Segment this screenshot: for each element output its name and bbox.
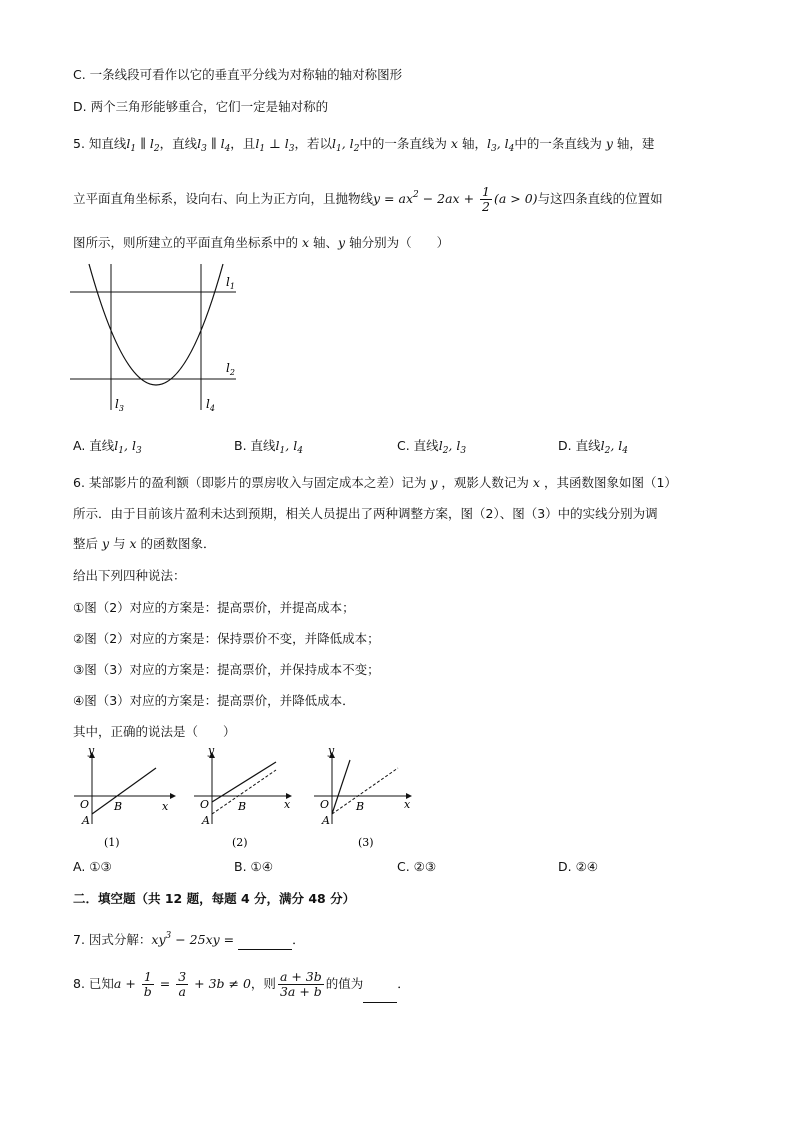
q6-line-3: 整后 y 与 x 的函数图象．: [73, 536, 216, 551]
svg-text:x: x: [404, 798, 411, 811]
q6-option-c: C. ②③: [397, 859, 437, 874]
svg-text:O: O: [80, 798, 90, 811]
q6-statement-3: ③图（3）对应的方案是：提高票价，并保持成本不变；: [73, 662, 380, 677]
q6-option-a: A. ①③: [73, 859, 112, 874]
q6-line-1: 6. 某部影片的盈利额（即影片的票房收入与固定成本之差）记为 y ，观影人数记为 x ，其函数图象如图（1）: [73, 475, 677, 490]
label-l4: $l_4$: [206, 397, 215, 413]
section-title: 二．填空题（共 12 题，每题 4 分，满分 48 分）: [73, 891, 356, 906]
caption-2: (2): [232, 836, 248, 849]
caption-1: (1): [104, 836, 120, 849]
svg-text:B: B: [114, 800, 123, 813]
svg-text:O: O: [320, 798, 330, 811]
q4-option-d: D. 两个三角形能够重合，它们一定是轴对称的: [73, 99, 329, 114]
parabola-curve: [89, 264, 223, 385]
answer-blank[interactable]: [363, 966, 397, 1003]
svg-text:A: A: [202, 814, 210, 827]
svg-text:y: y: [328, 744, 335, 757]
answer-blank[interactable]: [238, 931, 292, 950]
q6-question: 其中，正确的说法是（ ）: [73, 724, 236, 739]
solid-line: [332, 760, 350, 814]
q5-line-2: 立平面直角坐标系，设向右、向上为正方向，且抛物线$y = ax^2 - 2ax$ + $\frac{1}{2}$ (a > 0)与这四条直线的位置如: [73, 184, 663, 214]
q6-statement-2: ②图（2）对应的方案是：保持票价不变，并降低成本；: [73, 631, 380, 646]
solid-line: [92, 768, 156, 814]
q5-line-1: 5. 知直线$l_1$ ∥ $l_2$，直线$l_3$ ∥ $l_4$，且$l_1$ ⊥ $l_3$，若以$l_1$, $l_2$中的一条直线为 x 轴，$l_3$, $l_4$中的一条直线为 y 轴，建: [73, 136, 655, 154]
q5-option-b: B. 直线$l_1$, $l_4$: [234, 438, 303, 456]
q6-statement-4: ④图（3）对应的方案是：提高票价，并降低成本．: [73, 693, 355, 708]
q6-option-b: B. ①④: [234, 859, 273, 874]
svg-text:A: A: [322, 814, 330, 827]
q5-option-c: C. 直线$l_2$, $l_3$: [397, 438, 467, 456]
dashed-line: [332, 768, 398, 814]
q7: 7. 因式分解：$xy^3 - 25xy$ = ．: [73, 927, 305, 950]
q5-option-d: D. 直线$l_2$, $l_4$: [558, 438, 628, 456]
svg-text:B: B: [356, 800, 365, 813]
q6-intro: 给出下列四种说法：: [73, 568, 186, 583]
svg-text:O: O: [200, 798, 210, 811]
q6-graph-3: [310, 744, 420, 852]
caption-3: (3): [358, 836, 374, 849]
q6-line-2: 所示．由于目前该片盈利未达到预期，相关人员提出了两种调整方案，图（2）、图（3）中的实线分别为调: [73, 506, 658, 521]
q6-graph-2: [190, 744, 300, 852]
svg-text:y: y: [88, 744, 95, 757]
label-l3: $l_3$: [115, 397, 124, 413]
x-arrow-icon: [170, 793, 176, 799]
q5-line-3: 图所示，则所建立的平面直角坐标系中的 x 轴、y 轴分别为（ ）: [73, 235, 450, 250]
label-l1: $l_1$: [226, 275, 235, 291]
q6-statement-1: ①图（2）对应的方案是：提高票价，并提高成本；: [73, 600, 355, 615]
q5-figure: [68, 262, 248, 418]
label-l2: $l_2$: [226, 361, 235, 377]
svg-text:y: y: [208, 744, 215, 757]
q8: 8. 已知a + $\frac{1}{b}$ = $\frac{3}{a}$ + 3b ≠ 0，则 $\frac{a + 3b}{3a + b}$ 的值为 ．: [73, 966, 410, 1003]
q4-option-c: C. 一条线段可看作以它的垂直平分线为对称轴的轴对称图形: [73, 67, 403, 82]
svg-text:x: x: [284, 798, 291, 811]
fraction-one-half: $\frac{1}{2}$: [482, 184, 490, 214]
q6-option-d: D. ②④: [558, 859, 598, 874]
q6-graph-1: [70, 744, 180, 852]
q5-option-a: A. 直线$l_1$, $l_3$: [73, 438, 142, 456]
svg-text:x: x: [162, 800, 169, 813]
svg-text:A: A: [82, 814, 90, 827]
svg-text:B: B: [238, 800, 247, 813]
